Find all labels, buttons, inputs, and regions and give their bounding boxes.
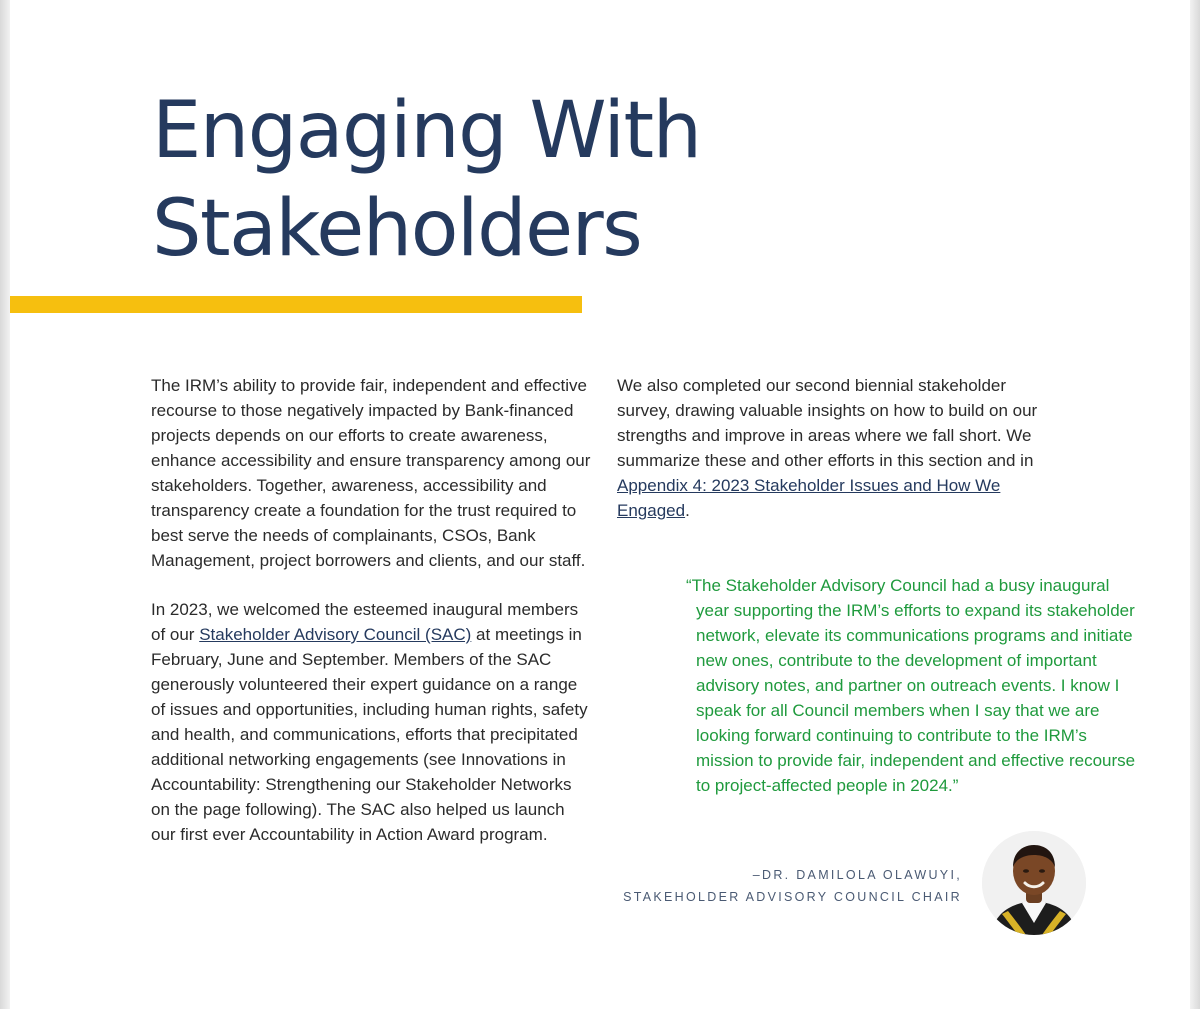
accent-bar (10, 296, 582, 313)
appendix-link[interactable]: Appendix 4: 2023 Stakeholder Issues and How We Engaged (617, 476, 1001, 520)
intro-paragraph: The IRM’s ability to provide fair, independent and effective recourse to those negatively impacted by Bank-financed projects depends on our efforts to create awareness, enhance accessibility and ensure transparency among our stakeholders. Together, awareness, accessibility and transparency create a foundation for the trust required to best serve the needs of complainants, CSOs, Bank Management, project borrowers and clients, and our staff. (151, 376, 591, 570)
left-column (151, 373, 591, 871)
pull-quote: “The Stakeholder Advisory Council had a busy inaugural year supporting the IRM’s efforts to expand its stakeholder network, elevate its communications programs and initiate new ones, contribute to the development of important advisory notes, and partner on outreach events. I know I speak for all Council members when I say that we are looking forward continuing to contribute to the IRM’s mission to provide fair, independent and effective recourse to project-affected people in 2024.” (686, 576, 1136, 795)
survey-paragraph-end: . (685, 501, 690, 520)
sac-paragraph (151, 597, 591, 847)
survey-paragraph (617, 373, 1047, 523)
person-portrait-icon (982, 831, 1086, 935)
title-line-2: Stakeholders (152, 184, 642, 274)
page-edge-right (1190, 0, 1200, 1009)
page-title (152, 82, 701, 278)
right-column (617, 373, 1047, 547)
title-line-1: Engaging With (152, 86, 701, 176)
attribution-name: –DR. DAMILOLA OLAWUYI, (752, 868, 962, 882)
attribution-title: STAKEHOLDER ADVISORY COUNCIL CHAIR (623, 890, 962, 904)
quote-attribution (570, 864, 962, 908)
page-edge-left (0, 0, 10, 1009)
sac-paragraph-start: In 2023, we welcomed the esteemed inaugural members of our (151, 600, 579, 644)
sac-link[interactable]: Stakeholder Advisory Council (SAC) (199, 625, 472, 644)
survey-paragraph-start: We also completed our second biennial stakeholder survey, drawing valuable insights on how to build on our strengths and improve in areas where we fall short. We summarize these and other efforts in this section and in (617, 376, 1038, 470)
document-page (10, 0, 1190, 1009)
sac-paragraph-end: at meetings in February, June and September. Members of the SAC generously volunteered their expert guidance on a range of issues and opportunities, including human rights, safety and health, and communications, efforts that precipitated additional networking engagements (see Innovations in Accountability: Strengthening our Stakeholder Networks on the page following). The SAC also helped us launch our first ever Accountability in Action Award program. (151, 625, 588, 844)
